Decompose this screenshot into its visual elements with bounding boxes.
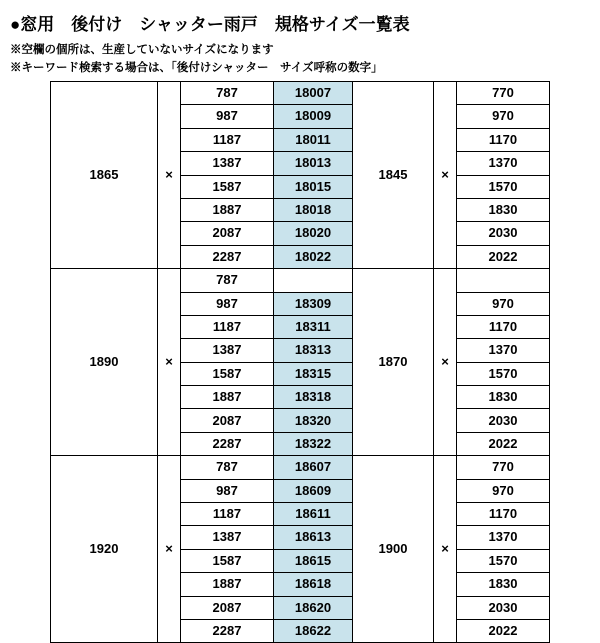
size-code: 18611 xyxy=(274,503,353,526)
height-value: 970 xyxy=(457,479,550,502)
multiply-icon: × xyxy=(434,269,457,456)
width-value: 1887 xyxy=(181,573,274,596)
note-keyword-search: ※キーワード検索する場合は、「後付けシャッター サイズ呼称の数字」 xyxy=(10,62,383,74)
width-value: 1187 xyxy=(181,503,274,526)
height-value: 2030 xyxy=(457,409,550,432)
size-code: 18013 xyxy=(274,152,353,175)
height-value: 2022 xyxy=(457,245,550,268)
height-value: 970 xyxy=(457,105,550,128)
height-value: 1830 xyxy=(457,386,550,409)
left-group-label: 1890 xyxy=(51,269,158,456)
size-code: 18311 xyxy=(274,315,353,338)
width-value: 1387 xyxy=(181,526,274,549)
size-code: 18320 xyxy=(274,409,353,432)
height-value: 1170 xyxy=(457,128,550,151)
multiply-icon: × xyxy=(158,82,181,269)
height-value: 970 xyxy=(457,292,550,315)
width-value: 787 xyxy=(181,269,274,292)
size-table-body xyxy=(51,82,550,643)
size-code xyxy=(274,269,353,292)
height-value: 2022 xyxy=(457,619,550,642)
height-value: 1570 xyxy=(457,175,550,198)
size-code: 18318 xyxy=(274,386,353,409)
height-value: 1830 xyxy=(457,573,550,596)
width-value: 2087 xyxy=(181,222,274,245)
width-value: 2287 xyxy=(181,432,274,455)
height-value: 2030 xyxy=(457,596,550,619)
right-group-label: 1900 xyxy=(353,456,434,643)
size-code: 18609 xyxy=(274,479,353,502)
multiply-icon: × xyxy=(158,456,181,643)
page-title: ●窓用 後付け シャッター雨戸 規格サイズ一覧表 xyxy=(10,15,410,34)
height-value: 1370 xyxy=(457,152,550,175)
size-code: 18620 xyxy=(274,596,353,619)
left-group-label: 1920 xyxy=(51,456,158,643)
size-code: 18015 xyxy=(274,175,353,198)
size-code: 18615 xyxy=(274,549,353,572)
width-value: 787 xyxy=(181,456,274,479)
width-value: 987 xyxy=(181,105,274,128)
table-row xyxy=(51,456,550,479)
table-row xyxy=(51,269,550,292)
width-value: 1187 xyxy=(181,128,274,151)
width-value: 1887 xyxy=(181,198,274,221)
size-code: 18009 xyxy=(274,105,353,128)
multiply-icon: × xyxy=(434,456,457,643)
width-value: 2087 xyxy=(181,409,274,432)
height-value: 1370 xyxy=(457,526,550,549)
right-group-label: 1870 xyxy=(353,269,434,456)
height-value: 1570 xyxy=(457,549,550,572)
width-value: 1587 xyxy=(181,549,274,572)
width-value: 2287 xyxy=(181,245,274,268)
size-table-wrap xyxy=(10,81,590,643)
multiply-icon: × xyxy=(158,269,181,456)
size-code: 18313 xyxy=(274,339,353,362)
size-code: 18618 xyxy=(274,573,353,596)
height-value: 1830 xyxy=(457,198,550,221)
size-code: 18315 xyxy=(274,362,353,385)
size-code: 18022 xyxy=(274,245,353,268)
height-value: 1570 xyxy=(457,362,550,385)
size-code: 18322 xyxy=(274,432,353,455)
size-code: 18622 xyxy=(274,619,353,642)
note-unavailable-sizes: ※空欄の個所は、生産していないサイズになります xyxy=(10,44,274,56)
size-table xyxy=(50,81,550,643)
height-value: 2030 xyxy=(457,222,550,245)
width-value: 1387 xyxy=(181,152,274,175)
size-code: 18007 xyxy=(274,82,353,105)
multiply-icon: × xyxy=(434,82,457,269)
left-group-label: 1865 xyxy=(51,82,158,269)
height-value: 1170 xyxy=(457,315,550,338)
width-value: 1387 xyxy=(181,339,274,362)
size-code: 18018 xyxy=(274,198,353,221)
size-code: 18309 xyxy=(274,292,353,315)
size-code: 18613 xyxy=(274,526,353,549)
width-value: 787 xyxy=(181,82,274,105)
right-group-label: 1845 xyxy=(353,82,434,269)
size-code: 18011 xyxy=(274,128,353,151)
width-value: 1887 xyxy=(181,386,274,409)
width-value: 987 xyxy=(181,479,274,502)
height-value: 1170 xyxy=(457,503,550,526)
width-value: 2287 xyxy=(181,619,274,642)
width-value: 2087 xyxy=(181,596,274,619)
width-value: 1587 xyxy=(181,362,274,385)
width-value: 987 xyxy=(181,292,274,315)
height-value: 1370 xyxy=(457,339,550,362)
height-value xyxy=(457,269,550,292)
width-value: 1187 xyxy=(181,315,274,338)
height-value: 770 xyxy=(457,456,550,479)
size-code: 18607 xyxy=(274,456,353,479)
table-row xyxy=(51,82,550,105)
size-code: 18020 xyxy=(274,222,353,245)
width-value: 1587 xyxy=(181,175,274,198)
height-value: 2022 xyxy=(457,432,550,455)
height-value: 770 xyxy=(457,82,550,105)
